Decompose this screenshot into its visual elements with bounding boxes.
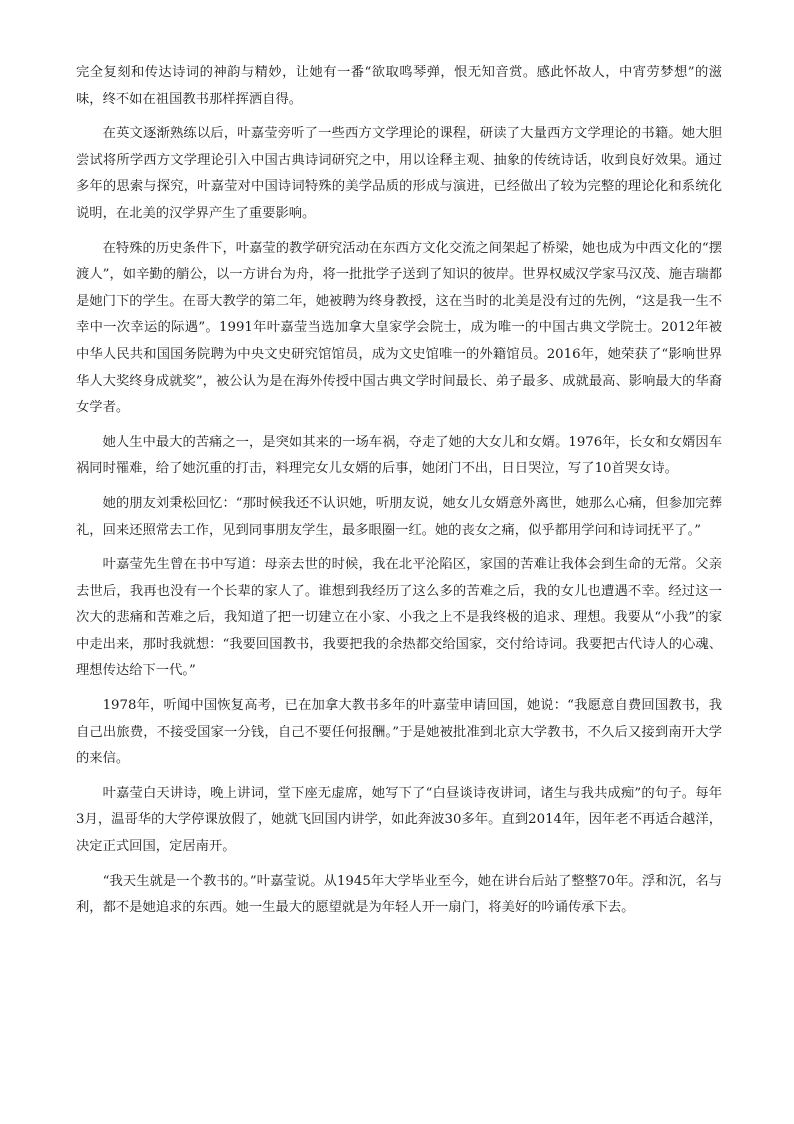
paragraph-3: 在特殊的历史条件下，叶嘉莹的教学研究活动在东西方文化交流之间架起了桥梁，她也成为中西文化的“摆渡人”，如辛勤的艄公，以一方讲台为舟，将一批批学子送到了知识的彼岸。世界权威汉学家马汉茂、施吉瑞都是她门下的学生。在哥大教学的第二年，她被聘为终身教授，这在当时的北美是没有过的先例，“这是我一生不幸中一次幸运的际遇”。1991年叶嘉莹当选加拿大皇家学会院士，成为唯一的中国古典文学院士。2012年被中华人民共和国国务院聘为中央文史研究馆馆员，成为文史馆唯一的外籍馆员。2016年，她荣获了“影响世界华人大奖终身成就奖”，被公认为是在海外传授中国古典文学时间最长、弟子最多、成就最高、影响最大的华裔女学者。 <box>76 240 722 416</box>
paragraph-7: 1978年，听闻中国恢复高考，已在加拿大教书多年的叶嘉莹申请回国，她说：“我愿意自费回国教书，我自己出旅费，不接受国家一分钱，自己不要任何报酬。”于是她被批准到北京大学教书，不久后又接到南开大学的来信。 <box>76 698 722 767</box>
paragraph-8: 叶嘉莹白天讲诗，晚上讲词，堂下座无虚席，她写下了“白昼谈诗夜讲词，诸生与我共成痴”的句子。每年3月，温哥华的大学停课放假了，她就飞回国内讲学，如此奔波30多年。直到2014年，因年老不再适合越洋，决定正式回国，定居南开。 <box>76 785 722 855</box>
paragraph-2: 在英文逐渐熟练以后，叶嘉莹旁听了一些西方文学理论的课程，研读了大量西方文学理论的书籍。她大胆尝试将所学西方文学理论引入中国古典诗词研究之中，用以诠释主观、抽象的传统诗话，收到良好效果。通过多年的思索与探究，叶嘉莹对中国诗词特殊的美学品质的形成与演进，已经做出了较为完整的理论化和系统化说明，在北美的汉学界产生了重要影响。 <box>76 126 722 221</box>
paragraph-6: 叶嘉莹先生曾在书中写道：母亲去世的时候，我在北平沦陷区，家国的苦难让我体会到生命的无常。父亲去世后，我再也没有一个长辈的家人了。谁想到我经历了这么多的苦难之后，我的女儿也遭遇不幸。经过这一次大的悲痛和苦难之后，我知道了把一切建立在小家、小我之上不是我终极的追求、理想。我要从“小我”的家中走出来，那时我就想：“我要回国教书，我要把我的余热都交给国家，交付给诗词。我要把古代诗人的心魂、理想传达给下一代。” <box>76 557 722 679</box>
paragraph-9: “我天生就是一个教书的。”叶嘉莹说。从1945年大学毕业至今，她在讲台后站了整整70年。浮和沉，名与利，都不是她追求的东西。她一生最大的愿望就是为年轻人开一扇门，将美好的吟诵传承下去。 <box>76 873 722 916</box>
paragraph-5: 她的朋友刘秉松回忆：“那时候我还不认识她，听朋友说，她女儿女婿意外离世，她那么心痛，但参加完葬礼，回来还照常去工作，见到同事朋友学生，最多眼圈一红。她的丧女之痛，似乎都用学问和诗词抚平了。” <box>76 495 722 538</box>
paragraph-4: 她人生中最大的苦痛之一，是突如其来的一场车祸，夺走了她的大女儿和女婿。1976年，长女和女婿因车祸同时罹难，给了她沉重的打击，料理完女儿女婿的后事，她闭门不出，日日哭泣，写了10首哭女诗。 <box>76 434 722 477</box>
article-body <box>76 60 722 930</box>
paragraph-1: 完全复刻和传达诗词的神韵与精妙，让她有一番“欲取鸣琴弹，恨无知音赏。感此怀故人，中宵劳梦想”的滋味，终不如在祖国教书那样挥洒自得。 <box>76 65 722 107</box>
